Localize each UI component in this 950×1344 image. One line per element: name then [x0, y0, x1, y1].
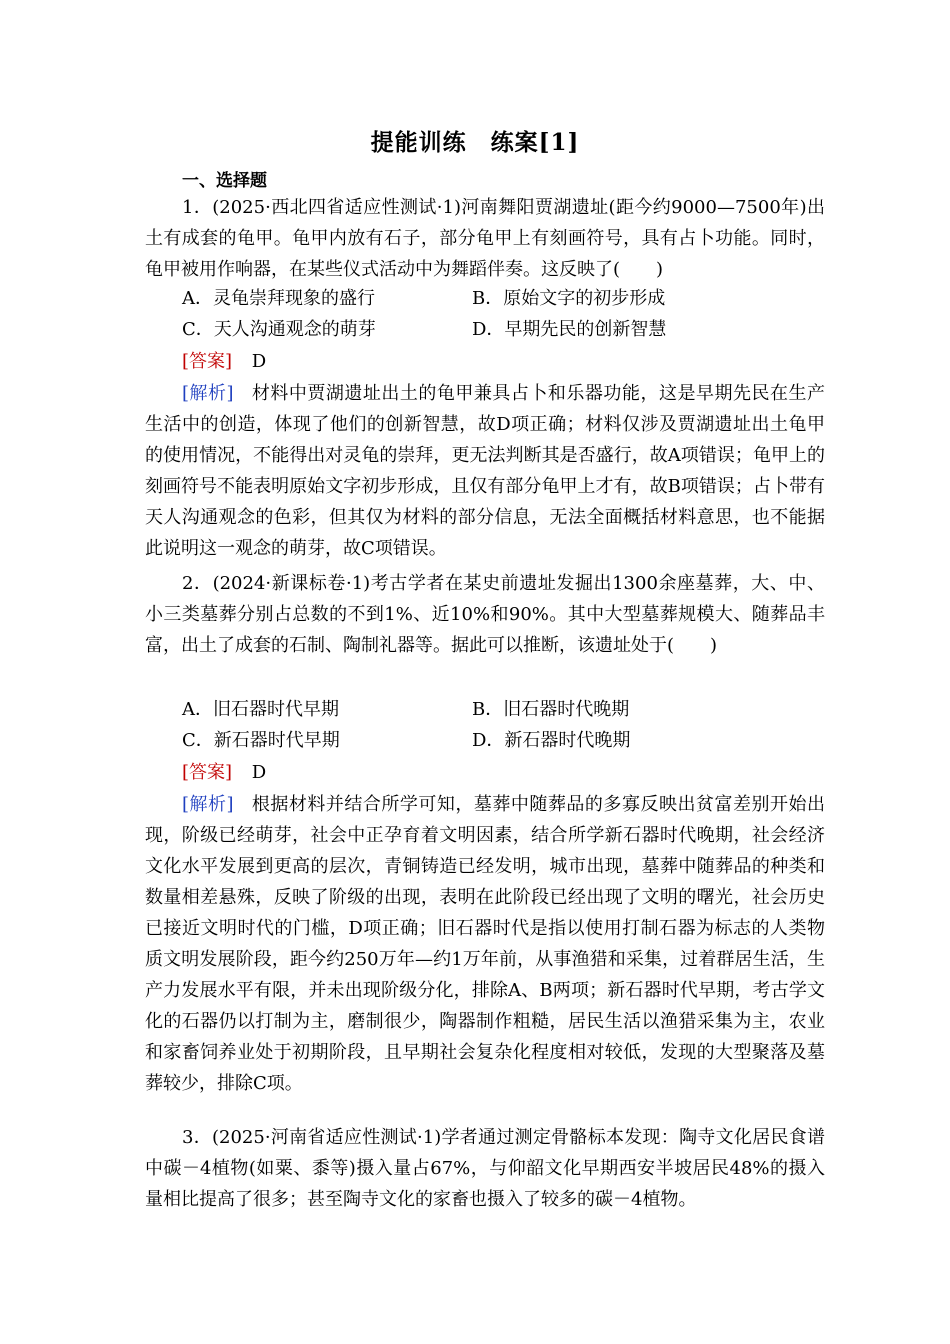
- question-2-analysis: [145, 789, 825, 1099]
- question-2-answer: [182, 757, 266, 788]
- q1-option-c[interactable]: C．天人沟通观念的萌芽: [182, 319, 376, 340]
- analysis-text: 材料中贾湖遗址出土的龟甲兼具占卜和乐器功能，这是早期先民在生产生活中的创造，体现了他们的创新智慧，故D项正确；材料仅涉及贾湖遗址出土龟甲的使用情况，不能得出对灵龟的崇拜，更无法判断其是否盛行，故A项错误；龟甲上的刻画符号不能表明原始文字初步形成，且仅有部分龟甲上才有，故B项错误；占卜带有天人沟通观念的色彩，但其仅为材料的部分信息，无法全面概括材料意思，也不能据此说明这一观念的萌芽，故C项错误。: [145, 383, 826, 559]
- answer-value: D: [251, 762, 267, 783]
- answer-value: D: [251, 351, 267, 372]
- q2-option-d[interactable]: D．新石器时代晚期: [472, 730, 631, 751]
- q1-option-b[interactable]: B．原始文字的初步形成: [472, 288, 666, 309]
- analysis-tag: [解析]: [182, 383, 234, 404]
- section-heading: 一、选择题: [182, 171, 267, 191]
- q1-option-d[interactable]: D．早期先民的创新智慧: [472, 319, 667, 340]
- analysis-tag: [解析]: [182, 794, 234, 815]
- question-1-answer: [182, 346, 266, 377]
- q1-option-a[interactable]: A．灵龟崇拜现象的盛行: [182, 288, 375, 309]
- answer-tag: [答案]: [182, 351, 233, 372]
- question-1-options-row-2: [182, 314, 832, 345]
- page-title: 提能训练 练案[1]: [370, 129, 580, 156]
- question-2-options-row-2: [182, 725, 832, 756]
- analysis-text: 根据材料并结合所学可知，墓葬中随葬品的多寡反映出贫富差别开始出现，阶级已经萌芽，社会中正孕育着文明因素，结合所学新石器时代晚期，社会经济文化水平发展到更高的层次，青铜铸造已经发明，城市出现，墓葬中随葬品的种类和数量相差悬殊，反映了阶级的出现，表明在此阶段已经出现了文明的曙光，社会历史已接近文明时代的门槛，D项正确；旧石器时代是指以使用打制石器为标志的人类物质文明发展阶段，距今约250万年—约1万年前，从事渔猎和采集，过着群居生活，生产力发展水平有限，并未出现阶级分化，排除A、B两项；新石器时代早期，考古学文化的石器仍以打制为主，磨制很少，陶器制作粗糙，居民生活以渔猎采集为主，农业和家畜饲养业处于初期阶段，且早期社会复杂化程度相对较低，发现的大型聚落及墓葬较少，排除C项。: [145, 794, 826, 1094]
- question-3-stem: 3．(2025·河南省适应性测试·1)学者通过测定骨骼标本发现：陶寺文化居民食谱中碳－4植物(如粟、黍等)摄入量占67%，与仰韶文化早期西安半坡居民48%的摄入量相比提高了很多；甚至陶寺文化的家畜也摄入了较多的碳－4植物。: [145, 1127, 825, 1210]
- q2-option-c[interactable]: C．新石器时代早期: [182, 730, 340, 751]
- question-1-stem: 1．(2025·西北四省适应性测试·1)河南舞阳贾湖遗址(距今约9000—7500年)出土有成套的龟甲。龟甲内放有石子，部分龟甲上有刻画符号，具有占卜功能。同时，龟甲被用作响器，在某些仪式活动中为舞蹈伴奏。这反映了( ): [145, 197, 825, 280]
- q2-option-a[interactable]: A．旧石器时代早期: [182, 699, 339, 720]
- question-2-options-row-1: [182, 694, 832, 725]
- answer-tag: [答案]: [182, 762, 233, 783]
- question-1-analysis: [145, 378, 825, 564]
- q2-option-b[interactable]: B．旧石器时代晚期: [472, 699, 630, 720]
- question-1-options-row-1: [182, 283, 832, 314]
- question-2-stem: 2．(2024·新课标卷·1)考古学者在某史前遗址发掘出1300余座墓葬，大、中、小三类墓葬分别占总数的不到1%、近10%和90%。其中大型墓葬规模大、随葬品丰富，出土了成套的石制、陶制礼器等。据此可以推断，该遗址处于( ): [145, 573, 825, 656]
